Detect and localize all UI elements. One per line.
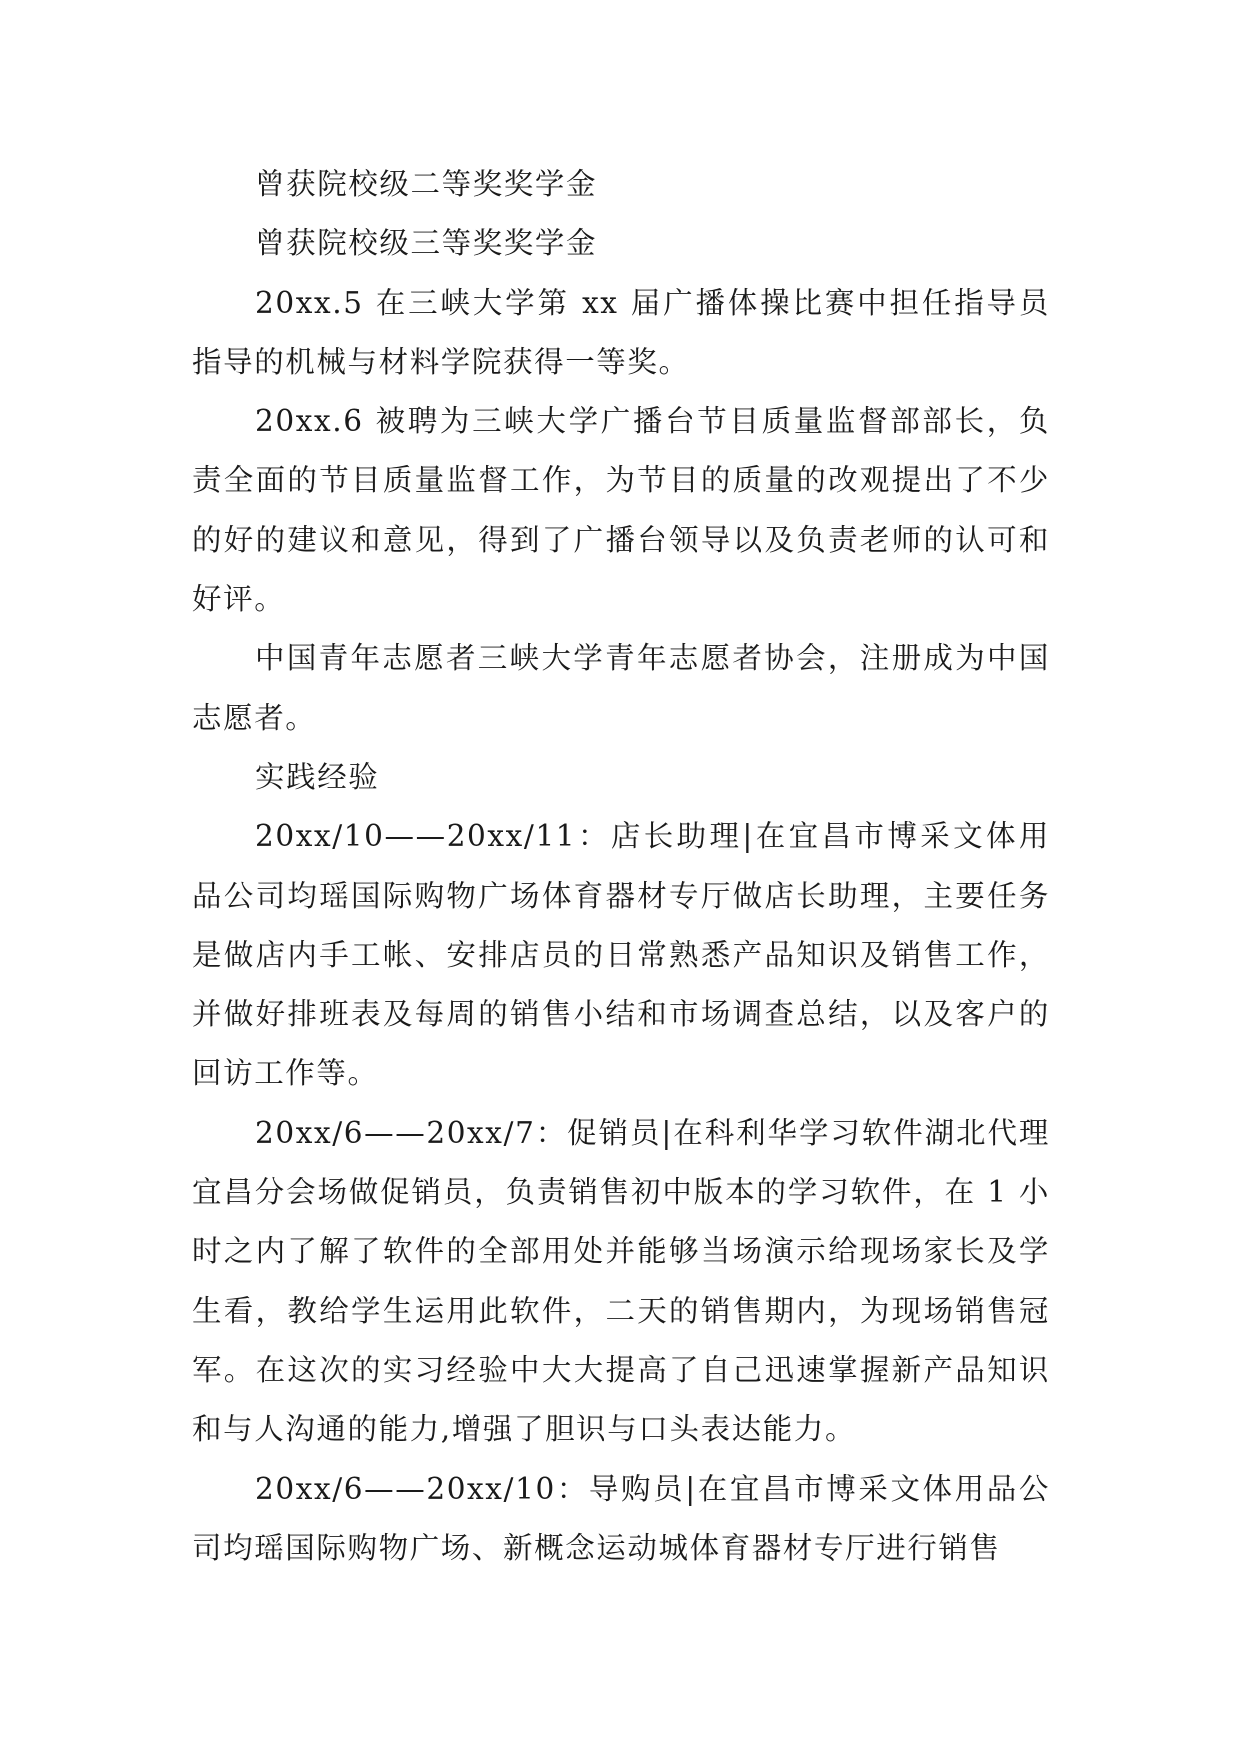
- paragraph-radio-station: 20xx.6 被聘为三峡大学广播台节目质量监督部部长，负责全面的节目质量监督工作，为节目的质量的改观提出了不少的好的建议和意见，得到了广播台领导以及负责老师的认可和好评。: [192, 404, 1050, 617]
- paragraph-promoter: 20xx/6——20xx/7：促销员|在科利华学习软件湖北代理宜昌分会场做促销员，负责销售初中版本的学习软件，在 1 小时之内了解了软件的全部用处并能够当场演示给现场家长及学生看，教给学生运用此软件，二天的销售期内，为现场销售冠军。在这次的实习经验中大大提高了自己迅速掌握新产品知识和与人沟通的能力,增强了胆识与口头表达能力。: [192, 1115, 1050, 1447]
- paragraph-store-assistant: 20xx/10——20xx/11：店长助理|在宜昌市博采文体用品公司均瑶国际购物广场体育器材专厅做店长助理，主要任务是做店内手工帐、安排店员的日常熟悉产品知识及销售工作，并做好排班表及每周的销售小结和市场调查总结，以及客户的回访工作等。: [192, 819, 1050, 1091]
- document-body: [192, 155, 1050, 1578]
- section-heading-practice: 实践经验: [255, 759, 380, 794]
- paragraph-shopping-guide: 20xx/6——20xx/10：导购员|在宜昌市博采文体用品公司均瑶国际购物广场、新概念运动城体育器材专厅进行销售: [192, 1471, 1050, 1565]
- award-second-class: 曾获院校级二等奖奖学金: [255, 167, 598, 201]
- paragraph-volunteer: 中国青年志愿者三峡大学青年志愿者协会，注册成为中国志愿者。: [192, 641, 1050, 735]
- paragraph-gymnastics-coach: 20xx.5 在三峡大学第 xx 届广播体操比赛中担任指导员指导的机械与材料学院获得一等奖。: [192, 285, 1050, 379]
- award-third-class: 曾获院校级三等奖奖学金: [255, 226, 598, 261]
